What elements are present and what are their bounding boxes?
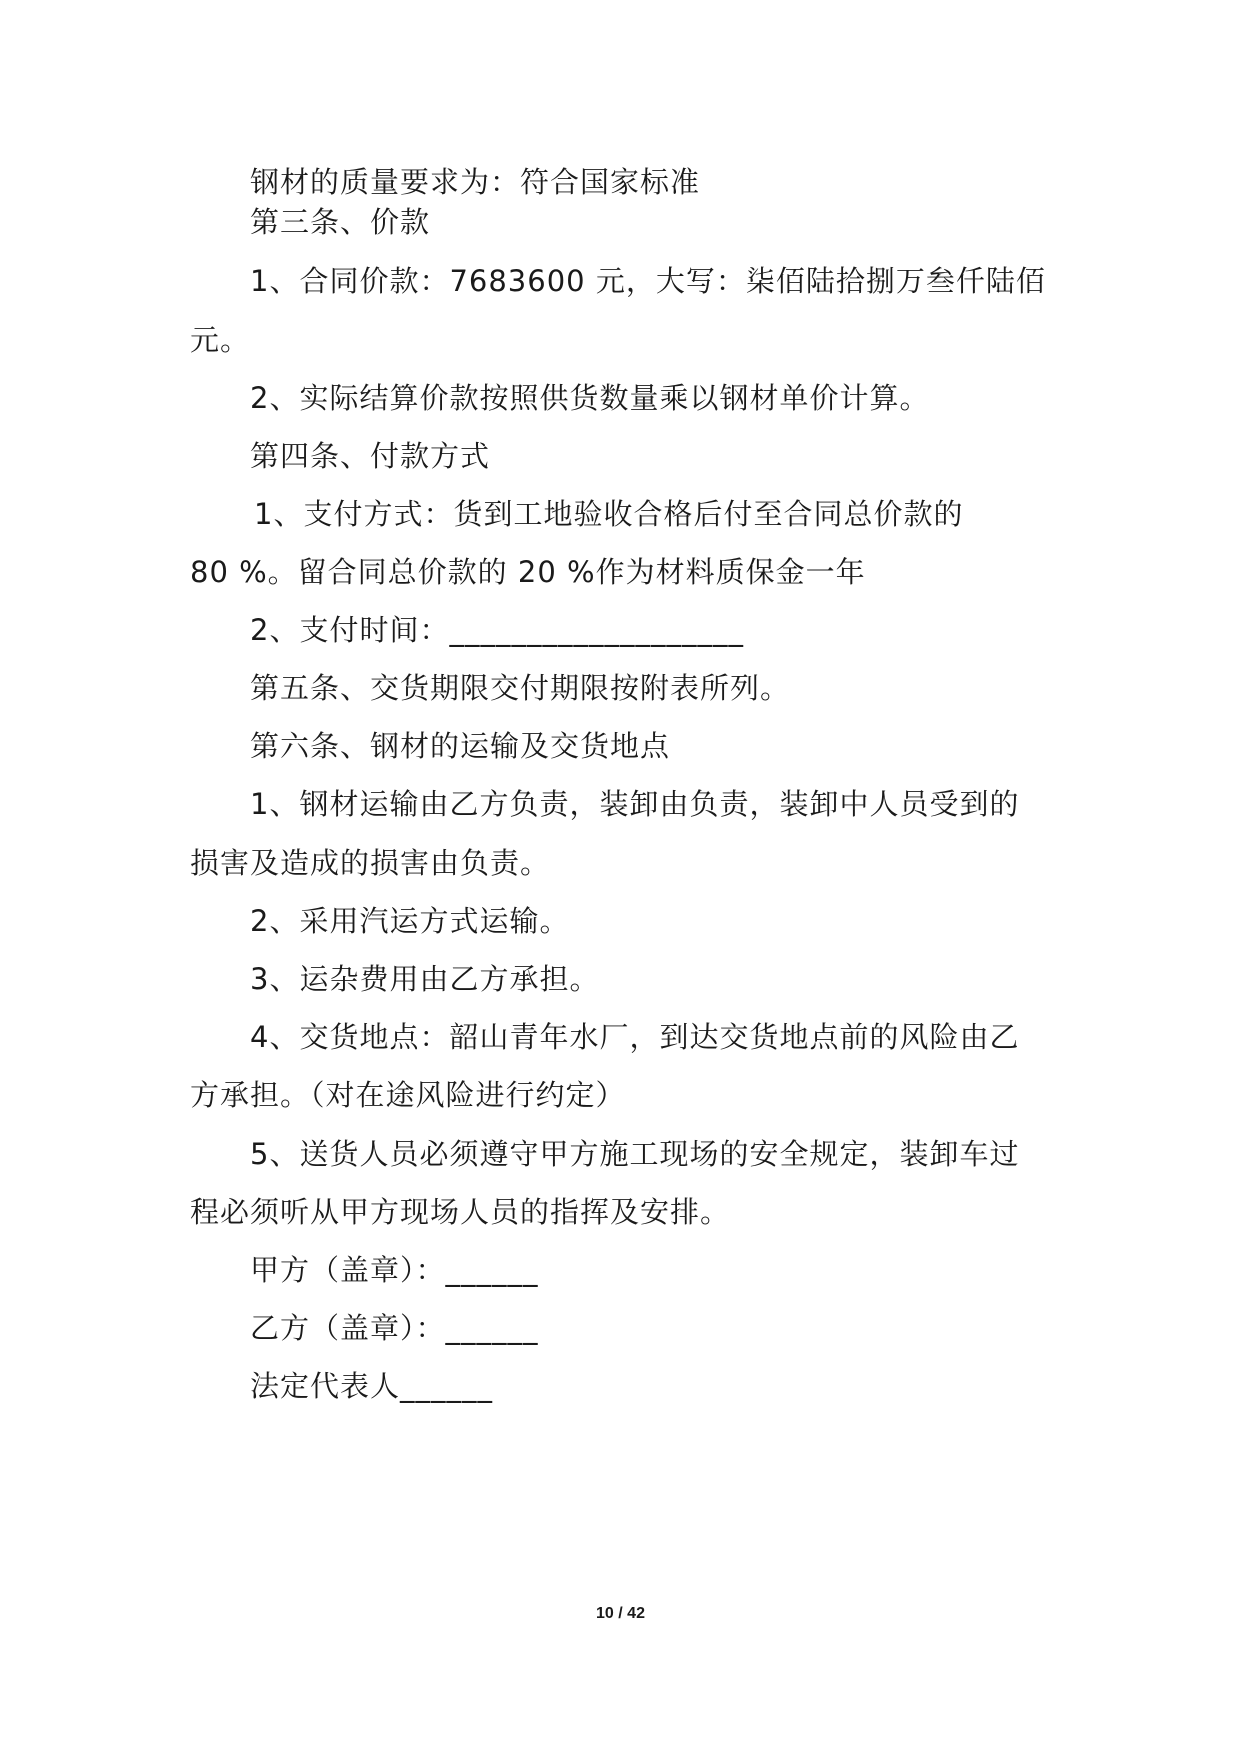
settlement-line: 2、实际结算价款按照供货数量乘以钢材单价计算。 xyxy=(250,381,930,415)
article-4-heading: 第四条、付款方式 xyxy=(250,439,491,473)
payment-time-line: 2、支付时间：___________________ xyxy=(250,613,744,647)
transport-line: 1、钢材运输由乙方负责，装卸由负责，装卸中人员受到的 xyxy=(250,787,1020,821)
freight-cost-line: 3、运杂费用由乙方承担。 xyxy=(250,962,600,996)
delivery-location-line: 4、交货地点：韶山青年水厂，到达交货地点前的风险由乙 xyxy=(250,1020,1020,1054)
page-number: 10 / 42 xyxy=(596,1605,645,1622)
legal-representative-line: 法定代表人______ xyxy=(250,1369,494,1403)
party-a-seal-line: 甲方（盖章）：______ xyxy=(250,1253,539,1287)
transport-line-cont: 损害及造成的损害由负责。 xyxy=(190,846,551,880)
transport-mode-line: 2、采用汽运方式运输。 xyxy=(250,904,570,938)
payment-method-line-cont: 80 %。留合同总价款的 20 %作为材料质保金一年 xyxy=(190,555,866,589)
article-5-heading: 第五条、交货期限交付期限按附表所列。 xyxy=(250,671,791,705)
payment-method-line: 1、支付方式：货到工地验收合格后付至合同总价款的 xyxy=(254,497,964,531)
safety-rules-line: 5、送货人员必须遵守甲方施工现场的安全规定，装卸车过 xyxy=(250,1137,1020,1171)
article-6-heading: 第六条、钢材的运输及交货地点 xyxy=(250,729,671,763)
quality-requirement-line: 钢材的质量要求为：符合国家标准 xyxy=(250,165,701,199)
party-b-seal-line: 乙方（盖章）：______ xyxy=(250,1311,539,1345)
article-3-heading: 第三条、价款 xyxy=(250,205,431,239)
safety-rules-line-cont: 程必须听从甲方现场人员的指挥及安排。 xyxy=(190,1195,731,1229)
delivery-location-line-cont: 方承担。（对在途风险进行约定） xyxy=(190,1078,626,1112)
contract-price-line-cont: 元。 xyxy=(190,323,251,357)
contract-price-line: 1、合同价款：7683600 元，大写：柒佰陆拾捌万叁仟陆佰 xyxy=(250,264,1046,298)
